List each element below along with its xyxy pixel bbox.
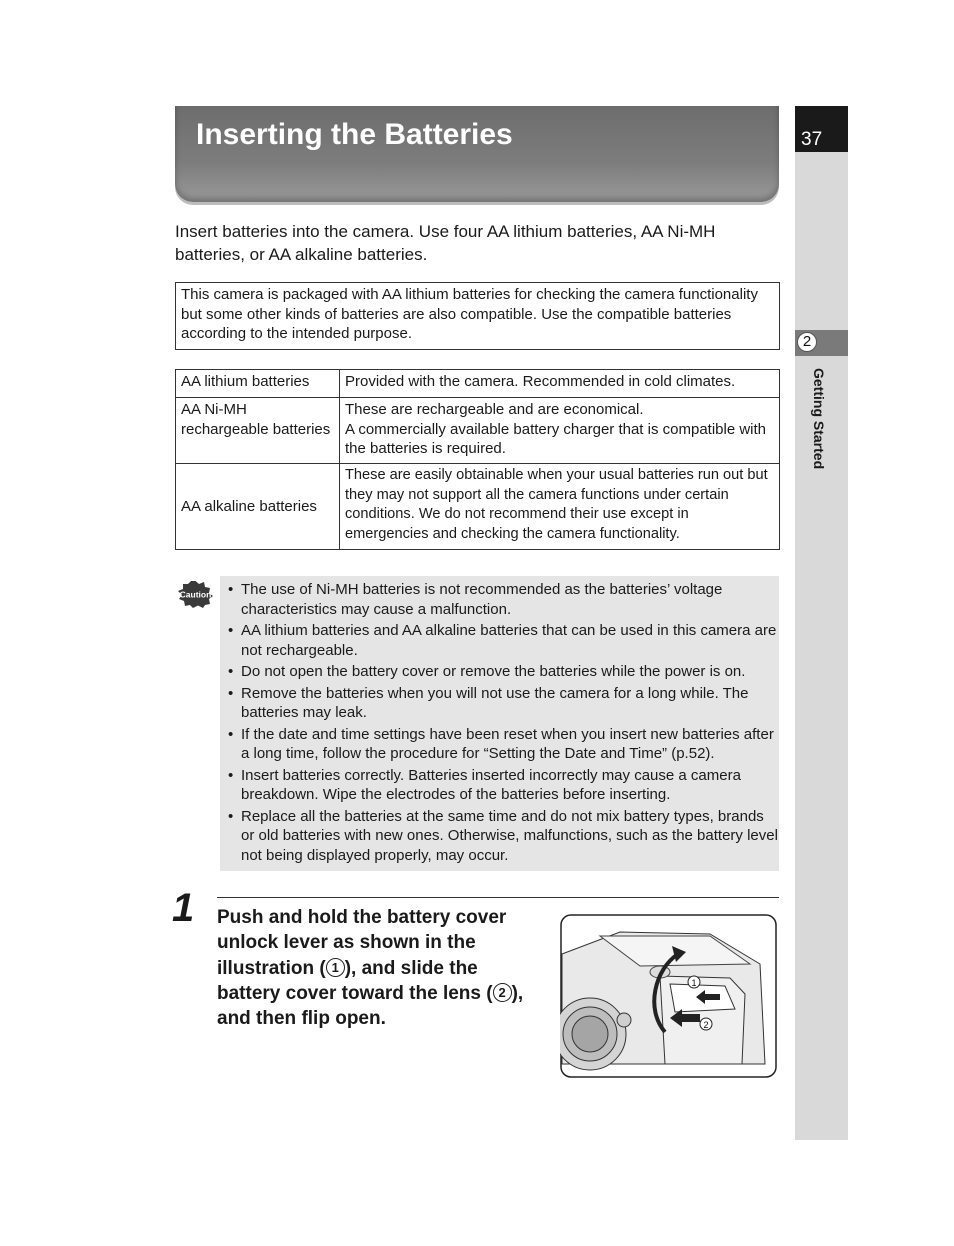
battery-description: Provided with the camera. Recommended in cold climates. (340, 370, 780, 398)
page-number: 37 (795, 106, 848, 152)
battery-name: AA Ni-MH rechargeable batteries (176, 398, 340, 464)
svg-text:Caution: Caution (179, 589, 212, 600)
note-box: This camera is packaged with AA lithium batteries for checking the camera functionality but some other kinds of batteries are also compatible. Use the compatible batteries according to the intended purpose. (175, 282, 780, 350)
battery-table (175, 369, 780, 550)
svg-text:2: 2 (703, 1020, 709, 1030)
caution-list (228, 580, 778, 867)
page-title: Inserting the Batteries (196, 118, 513, 151)
step-instruction (217, 905, 537, 1031)
caution-item: • Do not open the battery cover or remove the batteries while the power is on. (228, 662, 778, 682)
intro-paragraph: Insert batteries into the camera. Use four AA lithium batteries, AA Ni-MH batteries, or AA alkaline batteries. (175, 222, 716, 264)
caution-icon (177, 580, 214, 608)
caution-item: • If the date and time settings have been reset when you insert new batteries after a long time, follow the procedure for “Setting the Date and Time” (p.52). (228, 725, 778, 764)
chapter-label: Getting Started (811, 368, 827, 470)
table-row (176, 464, 780, 550)
step-divider (217, 897, 779, 898)
caution-item: • AA lithium batteries and AA alkaline batteries that can be used in this camera are not rechargeable. (228, 621, 778, 660)
caution-item: • Insert batteries correctly. Batteries inserted incorrectly may cause a camera breakdown. Wipe the electrodes of the batteries before inserting. (228, 766, 778, 805)
camera-battery-illustration (560, 914, 777, 1078)
battery-description: These are easily obtainable when your usual batteries run out but they may not support all the camera functions under certain conditions. We do not recommend their use except in emergencies and checking the camera functionality. (340, 464, 780, 550)
battery-name: AA alkaline batteries (176, 464, 340, 550)
table-row (176, 370, 780, 398)
step-number: 1 (172, 886, 195, 930)
step-text-part: Push and hold the battery cover unlock lever as shown in the illustration ( (217, 907, 507, 979)
svg-text:1: 1 (691, 978, 697, 988)
step-text-part: ), and then flip open. (217, 982, 524, 1030)
table-row (176, 398, 780, 464)
battery-name: AA lithium batteries (176, 370, 340, 398)
circled-number-1: 1 (326, 958, 345, 977)
circled-number-2: 2 (493, 983, 512, 1002)
battery-description: These are rechargeable and are economical. A commercially available battery charger that is compatible with the batteries is required. (340, 398, 780, 464)
step-text-part: ), and slide the battery cover toward the lens ( (217, 957, 493, 1004)
caution-item: • Remove the batteries when you will not use the camera for a long while. The batteries may leak. (228, 684, 778, 723)
side-tab-bar (795, 106, 848, 1140)
chapter-number: 2 (797, 332, 817, 352)
caution-item: • The use of Ni-MH batteries is not recommended as the batteries’ voltage characteristics may cause a malfunction. (228, 580, 778, 619)
caution-item: • Replace all the batteries at the same time and do not mix battery types, brands or old batteries with new ones. Otherwise, malfunctions, such as the battery level not being displayed properly, may occur. (228, 807, 778, 866)
